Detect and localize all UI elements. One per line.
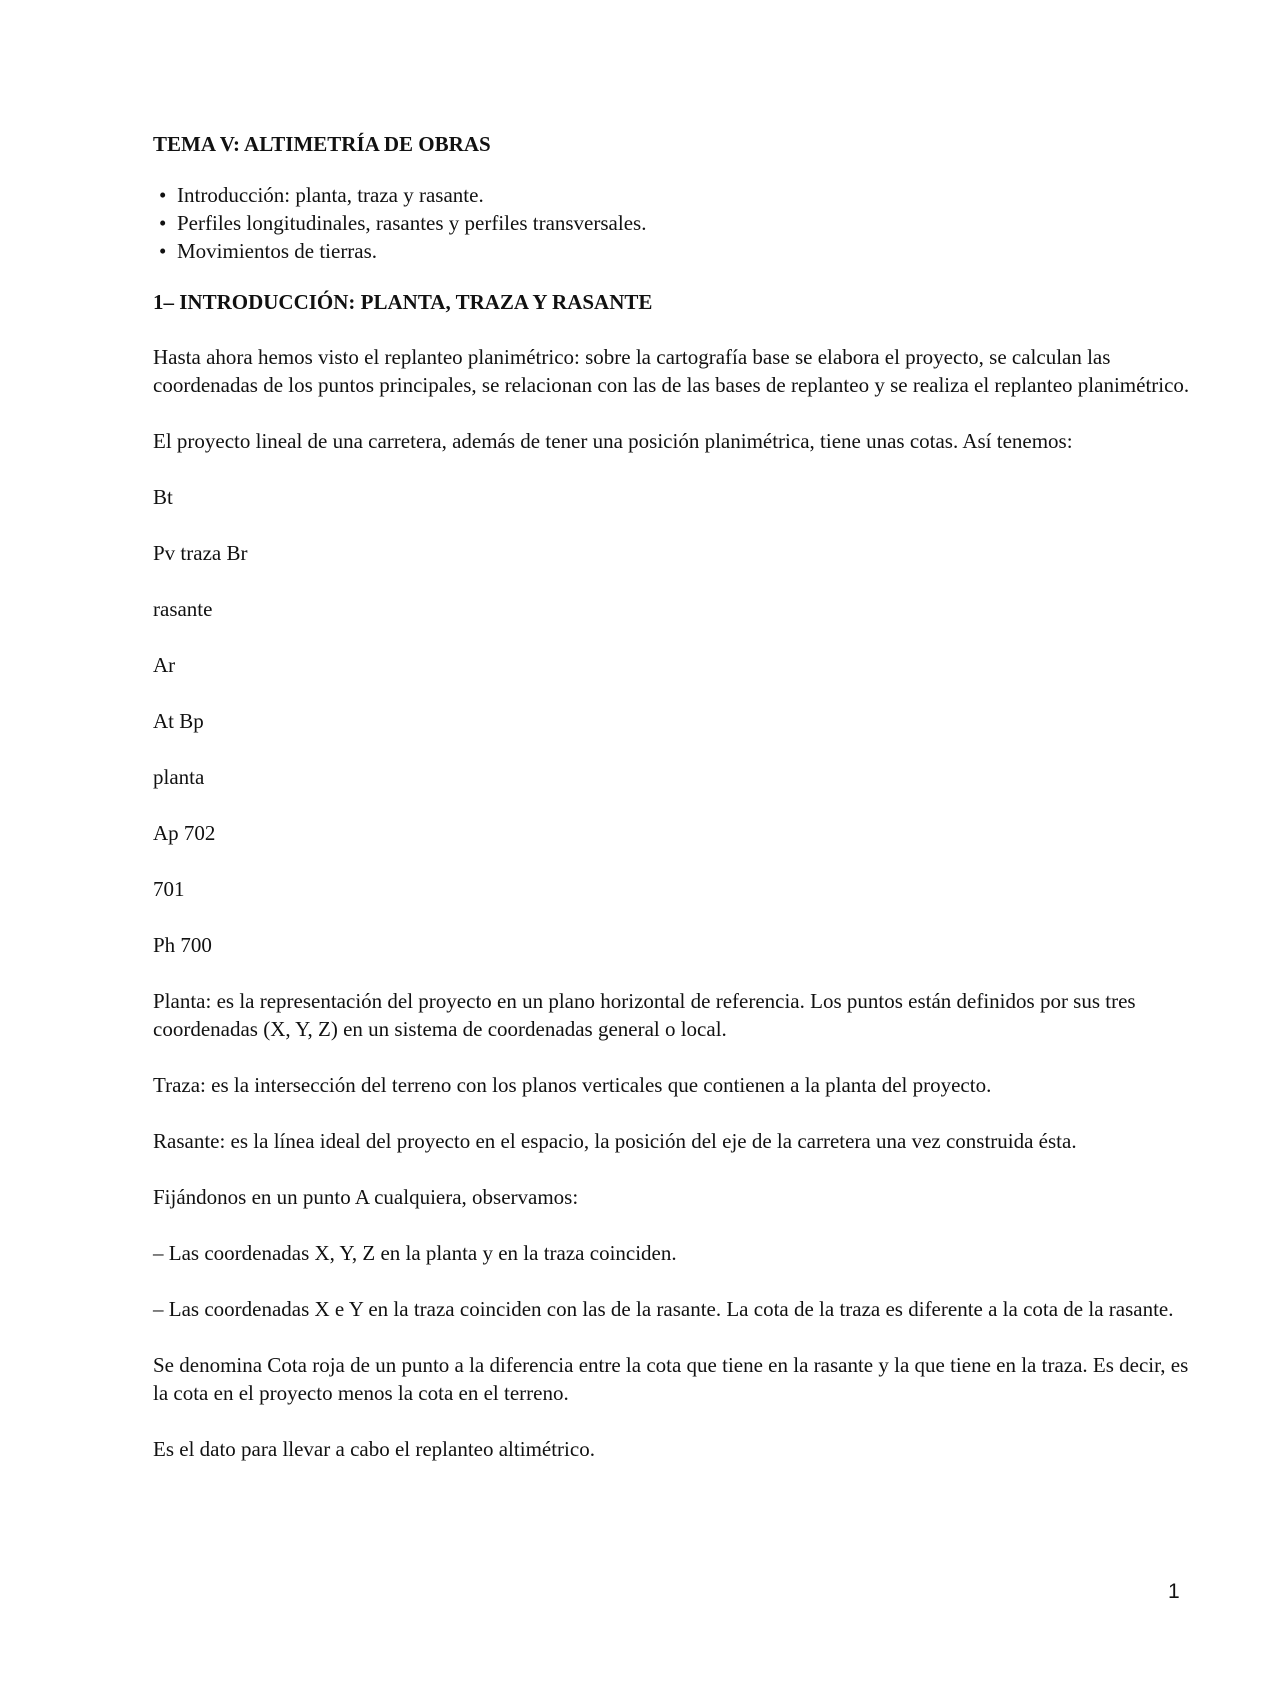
paragraph: Rasante: es la línea ideal del proyecto en el espacio, la posición del eje de la carretera una vez construida ésta. bbox=[153, 1129, 1077, 1153]
diagram-label: rasante bbox=[153, 597, 213, 621]
paragraph: Se denomina Cota roja de un punto a la diferencia entre la cota que tiene en la rasante y la que tiene en la traza. Es decir, es la cota en el proyecto menos la cota en el terreno. bbox=[153, 1353, 1189, 1405]
list-item-text: Perfiles longitudinales, rasantes y perfiles transversales. bbox=[177, 211, 647, 235]
list-item bbox=[159, 181, 1193, 209]
diagram-label: Ph 700 bbox=[153, 933, 212, 957]
diagram-label: At Bp bbox=[153, 709, 204, 733]
diagram-label: Ar bbox=[153, 653, 176, 677]
paragraph: – Las coordenadas X e Y en la traza coinciden con las de la rasante. La cota de la traza es diferente a la cota de la rasante. bbox=[153, 1297, 1174, 1321]
section-heading: 1– INTRODUCCIÓN: PLANTA, TRAZA Y RASANTE bbox=[153, 290, 653, 314]
list-item bbox=[159, 237, 1193, 265]
paragraph: Traza: es la intersección del terreno con los planos verticales que contienen a la planta del proyecto. bbox=[153, 1073, 992, 1097]
diagram-label: 701 bbox=[153, 877, 185, 901]
list-item bbox=[159, 209, 1193, 237]
list-item-text: Movimientos de tierras. bbox=[177, 239, 378, 263]
bullet-icon: • bbox=[159, 239, 167, 263]
paragraph: Es el dato para llevar a cabo el replanteo altimétrico. bbox=[153, 1437, 595, 1461]
bullet-icon: • bbox=[159, 211, 167, 235]
page-content bbox=[153, 130, 1193, 1491]
paragraph: Fijándonos en un punto A cualquiera, observamos: bbox=[153, 1185, 579, 1209]
bullet-icon: • bbox=[159, 183, 167, 207]
diagram-label: Pv traza Br bbox=[153, 541, 248, 565]
list-item-text: Introducción: planta, traza y rasante. bbox=[177, 183, 484, 207]
paragraph: Hasta ahora hemos visto el replanteo planimétrico: sobre la cartografía base se elabora el proyecto, se calculan las coordenadas de los puntos principales, se relacionan con las de las bases de replanteo y se realiza el replanteo planimétrico. bbox=[153, 345, 1190, 397]
paragraph: El proyecto lineal de una carretera, además de tener una posición planimétrica, tiene unas cotas. Así tenemos: bbox=[153, 429, 1073, 453]
diagram-label: Ap 702 bbox=[153, 821, 216, 845]
diagram-label: planta bbox=[153, 765, 205, 789]
paragraph: – Las coordenadas X, Y, Z en la planta y en la traza coinciden. bbox=[153, 1241, 677, 1265]
diagram-label: Bt bbox=[153, 485, 173, 509]
paragraph: Planta: es la representación del proyecto en un plano horizontal de referencia. Los puntos están definidos por sus tres coordenadas (X, Y, Z) en un sistema de coordenadas general o local. bbox=[153, 989, 1136, 1041]
document-title: TEMA V: ALTIMETRÍA DE OBRAS bbox=[153, 132, 491, 156]
page-number: 1 bbox=[1168, 1580, 1180, 1603]
topic-list bbox=[153, 181, 1193, 265]
